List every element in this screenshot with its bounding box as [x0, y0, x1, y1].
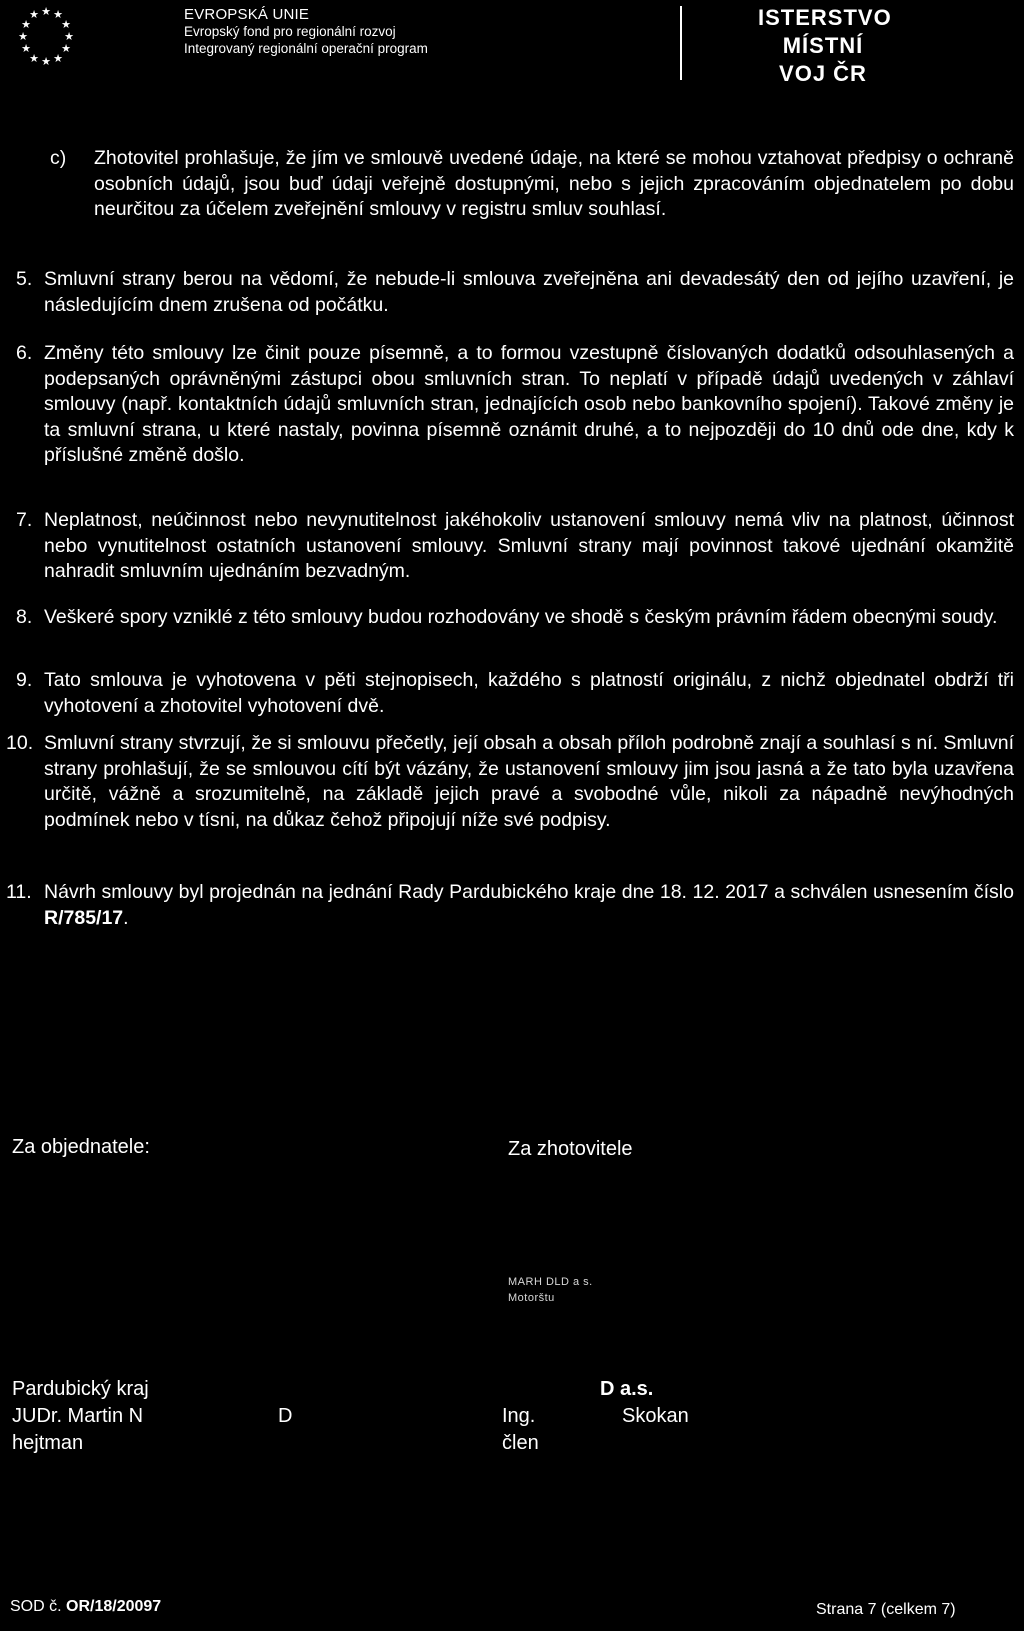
point-10 [6, 731, 1014, 833]
svg-text:★: ★ [53, 52, 63, 65]
point-7 [16, 508, 1014, 585]
svg-text:★: ★ [41, 5, 51, 18]
point-number: 7. [16, 509, 33, 531]
point-number: 5. [16, 268, 33, 290]
point-number: 10. [6, 732, 34, 754]
contractor-organisation: D a.s. [600, 1378, 654, 1400]
point-9 [16, 668, 1014, 719]
svg-text:★: ★ [29, 52, 39, 65]
eu-programme: Integrovaný regionální operační program [184, 41, 428, 56]
point-8 [16, 605, 1014, 631]
svg-text:★: ★ [21, 42, 31, 55]
contractor-signature-heading: Za zhotovitele [508, 1138, 633, 1160]
client-signature-heading: Za objednatele: [12, 1136, 150, 1158]
client-name-fragment: D [278, 1405, 293, 1427]
client-signatory [12, 1376, 149, 1457]
point-text: Návrh smlouvy byl projednán na jednání Rady Pardubického kraje dne 18. 12. 2017 a schválen usnesením číslo R/785/17. [44, 881, 1014, 929]
point-6 [16, 341, 1014, 469]
svg-text:★: ★ [29, 8, 39, 21]
ministry-line-2: MÍSTNÍ [782, 33, 864, 58]
contractor-role: člen [502, 1432, 539, 1454]
point-number: 8. [16, 606, 33, 628]
clause-c [50, 146, 1014, 223]
svg-text:★: ★ [53, 8, 63, 21]
stamp-line-2: Motorštu [508, 1292, 555, 1304]
clause-c-text: Zhotovitel prohlašuje, že jím ve smlouvě uvedené údaje, na které se mohou vztahovat předpisy o ochraně osobních údajů, jsou buď údaji veřejně dostupnými, nebo s jejich zpracováním objednatelem po dobu neurčitou za účelem zveřejnění smlouvy v registru smluv souhlasí. [94, 147, 1014, 220]
point-text: Smluvní strany berou na vědomí, že nebude-li smlouva zveřejněna ani devadesátý den od jejího uzavření, je následujícím dnem zrušena od počátku. [44, 268, 1014, 316]
contractor-stamp [508, 1274, 593, 1306]
svg-text:★: ★ [41, 55, 51, 68]
eu-header-text [184, 6, 428, 57]
resolution-number: R/785/17 [44, 906, 124, 929]
svg-text:★: ★ [61, 18, 71, 31]
eu-flag-stars-icon [14, 4, 78, 68]
svg-text:★: ★ [61, 42, 71, 55]
ministry-line-3: VOJ ČR [779, 61, 867, 86]
point-text: Veškeré spory vzniklé z této smlouvy budou rozhodovány ve shodě s českým právním řádem obecnými soudy. [44, 606, 998, 628]
svg-text:★: ★ [64, 30, 74, 43]
eu-title: EVROPSKÁ UNIE [184, 6, 310, 23]
client-name: JUDr. Martin N [12, 1405, 144, 1427]
svg-text:★: ★ [18, 30, 28, 43]
svg-text:★: ★ [21, 18, 31, 31]
eu-fund: Evropský fond pro regionální rozvoj [184, 24, 396, 39]
stamp-line-1: MARH DLD a s. [508, 1276, 593, 1288]
page-number: Strana 7 (celkem 7) [816, 1601, 956, 1618]
point-text: Změny této smlouvy lze činit pouze písemně, a to formou vzestupně číslovaných dodatků odsouhlasených a podepsaných oprávněnými zástupci obou smluvních stran. To neplatí v případě údajů uvedených v záhlaví smlouvy (např. kontaktních údajů smluvních stran, jednajících osob nebo bankovního spojení). Takové změny je ta smluvní strana, u které nastaly, povinna písemně oznámit druhé, a to nejpozději do 10 dnů ode dne, kdy k příslušné změně došlo. [44, 342, 1014, 466]
point-5 [16, 267, 1014, 318]
contractor-title: Ing. [502, 1405, 536, 1427]
client-organisation: Pardubický kraj [12, 1378, 149, 1400]
point-number: 9. [16, 669, 33, 691]
contractor-name: Skokan [622, 1405, 689, 1427]
client-role: hejtman [12, 1432, 84, 1454]
point-11 [6, 880, 1014, 931]
clause-c-label: c) [50, 147, 67, 169]
point-text: Neplatnost, neúčinnost nebo nevynutitelnost jakéhokoliv ustanovení smlouvy nemá vliv na platnost, účinnost nebo vynutitelnost ostatních ustanovení smlouvy. Smluvní strany mají povinnost takové ujednání okamžitě nahradit smluvním ujednáním bezvadným. [44, 509, 1014, 582]
ministry-line-1: ISTERSTVO [758, 5, 892, 30]
point-text: Smluvní strany stvrzují, že si smlouvu přečetly, její obsah a obsah příloh podrobně znají a souhlasí s ní. Smluvní strany prohlašují, že se smlouvou cítí být vázány, že ustanovení smlouvy jim jsou jasná a že tato byla uzavřena určitě, vážně a srozumitelně, na základě jejich pravé a svobodné vůle, nikoli za nápadně nevýhodných podmínek nebo v tísni, na důkaz čehož připojují níže své podpisy. [44, 732, 1014, 831]
point-number: 6. [16, 342, 33, 364]
ministry-logo-text [758, 4, 892, 88]
contract-number: SOD č. OR/18/20097 [10, 1598, 162, 1615]
header-divider [680, 6, 682, 80]
point-text: Tato smlouva je vyhotovena v pěti stejnopisech, každého s platností originálu, z nichž objednatel obdrží tři vyhotovení a zhotovitel vyhotovení dvě. [44, 669, 1014, 717]
point-number: 11. [6, 881, 32, 903]
